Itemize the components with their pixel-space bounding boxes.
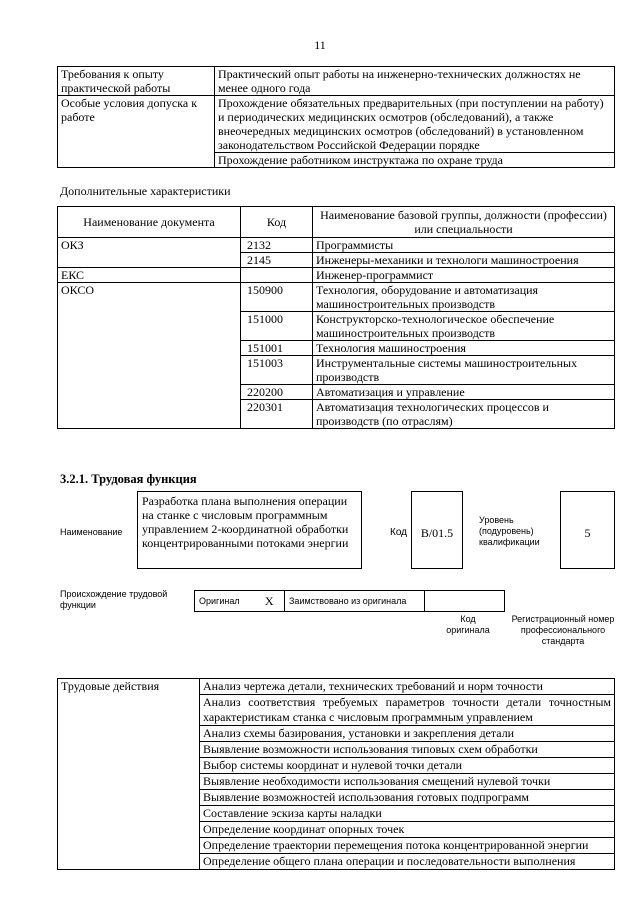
labor-actions-table xyxy=(57,678,615,870)
code-cell: 220200 xyxy=(241,385,313,400)
function-name-box: Разработка плана выполнения операции на станке с числовым программным управлением 2-координатной обработки концентрированными потоками энергии xyxy=(137,491,362,569)
labor-action-item: Составление эскиза карты наладки xyxy=(200,806,615,822)
page-number: 11 xyxy=(314,38,326,52)
name-cell: Программисты xyxy=(313,238,615,253)
function-code-box: В/01.5 xyxy=(411,491,463,569)
name-cell: Автоматизация технологических процессов и производств (по отраслям) xyxy=(313,400,615,429)
section-title: 3.2.1. Трудовая функция xyxy=(60,472,197,486)
column-header: Код xyxy=(241,207,313,238)
reg-number-label: Регистрационный номер профессионального стандарта xyxy=(511,614,615,646)
name-label: Наименование xyxy=(60,527,123,537)
code-cell: 151000 xyxy=(241,312,313,341)
requirement-value: Прохождение обязательных предварительных (при поступлении на работу) и периодических медицинских осмотров (обследований), а также внеочередных медицинских осмотров (обследований) в установленном законодательством Российской Федерации порядке xyxy=(215,96,615,153)
document-cell: ОКСО xyxy=(58,283,241,429)
document-cell: ЕКС xyxy=(58,268,241,283)
additional-table xyxy=(57,206,615,429)
column-header: Наименование базовой группы, должности (профессии) или специальности xyxy=(313,207,615,238)
document-cell: ОКЗ xyxy=(58,238,241,268)
requirement-value: Прохождение работником инструктажа по охране труда xyxy=(215,153,615,168)
labor-action-item: Определение траектории перемещения потока концентрированной энергии xyxy=(200,838,615,854)
code-label: Код xyxy=(390,527,408,538)
code-cell: 150900 xyxy=(241,283,313,312)
table-row xyxy=(58,283,615,312)
code-cell: 220301 xyxy=(241,400,313,429)
table-row xyxy=(58,268,615,283)
borrowed-label: Заимствовано из оригинала xyxy=(285,591,425,612)
name-cell: Автоматизация и управление xyxy=(313,385,615,400)
requirement-label: Требования к опыту практической работы xyxy=(58,67,215,96)
column-header: Наименование документа xyxy=(58,207,241,238)
labor-action-item: Выявление возможностей использования готовых подпрограмм xyxy=(200,790,615,806)
table-row xyxy=(58,238,615,253)
labor-action-item: Выявление возможности использования типовых схем обработки xyxy=(200,742,615,758)
original-mark: X xyxy=(255,591,285,612)
code-cell: 151001 xyxy=(241,341,313,356)
labor-action-item: Анализ схемы базирования, установки и закрепления детали xyxy=(200,726,615,742)
reg-number-cell xyxy=(505,591,616,612)
name-cell: Конструкторско-технологическое обеспечение машиностроительных производств xyxy=(313,312,615,341)
code-cell xyxy=(241,268,313,283)
labor-action-item: Анализ чертежа детали, технических требований и норм точности xyxy=(200,679,615,695)
labor-action-item: Определение общего плана операции и последовательности выполнения xyxy=(200,854,615,870)
labor-actions-label: Трудовые действия xyxy=(58,679,200,870)
code-cell: 2145 xyxy=(241,253,313,268)
labor-action-item: Определение координат опорных точек xyxy=(200,822,615,838)
table-row xyxy=(195,591,616,612)
table-row xyxy=(58,679,615,695)
name-cell: Инженеры-механики и технологи машиностроения xyxy=(313,253,615,268)
name-cell: Инженер-программист xyxy=(313,268,615,283)
code-original-label: Код оригинала xyxy=(446,614,490,635)
requirement-value: Практический опыт работы на инженерно-технических должностях не менее одного года xyxy=(215,67,615,96)
name-cell: Технология, оборудование и автоматизация машиностроительных производств xyxy=(313,283,615,312)
requirement-label: Особые условия допуска к работе xyxy=(58,96,215,168)
origin-label: Происхождение трудовой функции xyxy=(60,589,168,610)
name-cell: Инструментальные системы машиностроительных производств xyxy=(313,356,615,385)
table-row xyxy=(58,67,615,96)
origin-table xyxy=(194,590,615,612)
table-row xyxy=(58,96,615,153)
labor-action-item: Выбор системы координат и нулевой точки детали xyxy=(200,758,615,774)
requirements-table xyxy=(57,66,615,168)
name-cell: Технология машиностроения xyxy=(313,341,615,356)
qualification-level-box: 5 xyxy=(560,491,615,569)
code-cell: 151003 xyxy=(241,356,313,385)
table-header-row xyxy=(58,207,615,238)
code-original-cell xyxy=(425,591,505,612)
labor-action-item: Выявление необходимости использования смещений нулевой точки xyxy=(200,774,615,790)
code-cell: 2132 xyxy=(241,238,313,253)
original-label: Оригинал xyxy=(195,591,255,612)
qualification-level-label: Уровень (подуровень) квалификации xyxy=(479,515,540,547)
labor-action-item: Анализ соответствия требуемых параметров точности детали точностным характеристикам станка с числовым программным управлением xyxy=(200,695,615,726)
additional-heading: Дополнительные характеристики xyxy=(60,184,231,198)
